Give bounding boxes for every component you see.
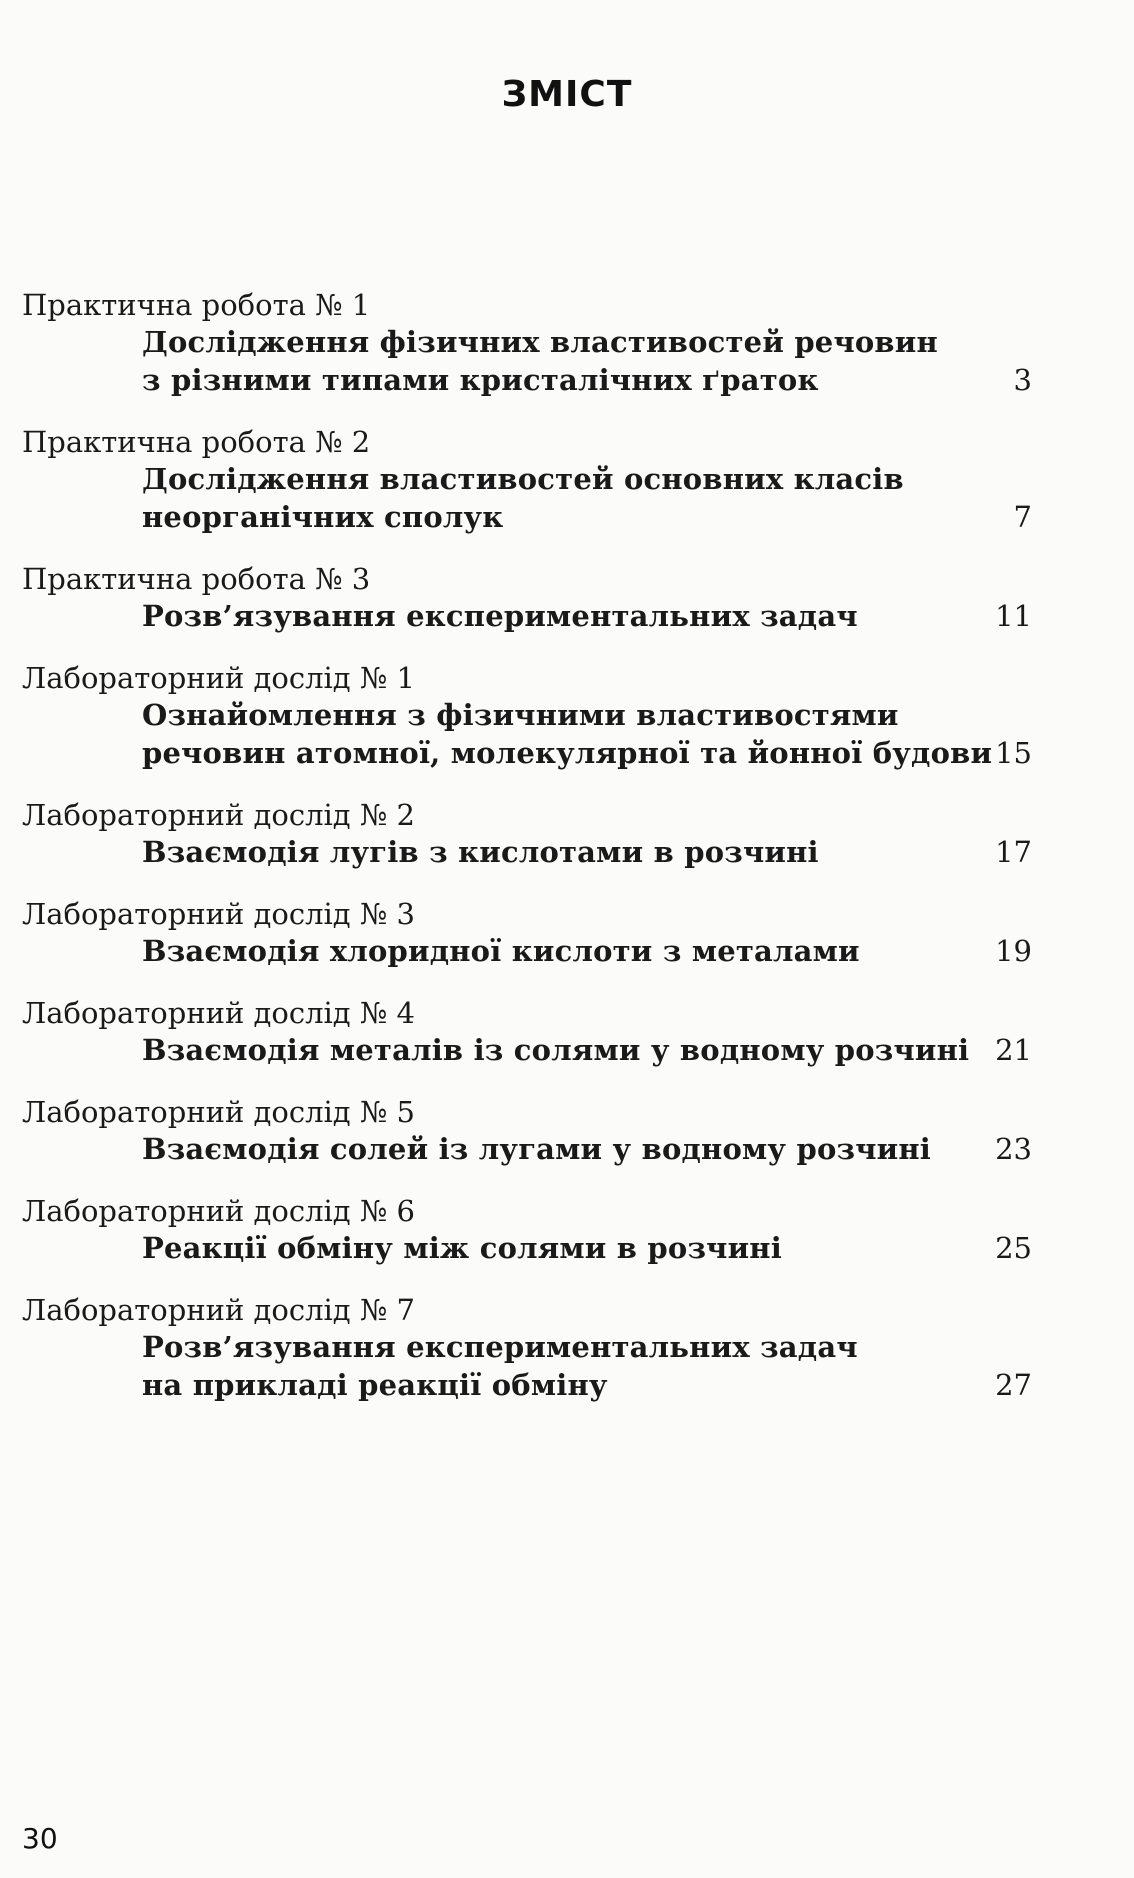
toc-entry-page-number: 17 [995,835,1032,869]
toc-entry-description: на прикладі реакції обміну [142,1368,608,1402]
toc-entry-page-number: 3 [1013,363,1032,397]
toc-entry-body [22,597,1032,635]
toc-entry-heading: Лабораторний дослід № 7 [22,1293,415,1327]
toc-entry-body [22,1031,1032,1069]
toc-entry-page-number: 19 [995,934,1032,968]
toc-entry-description: Розв’язування експериментальних задач [142,599,858,633]
toc-entry-description: Взаємодія лугів з кислотами в розчині [142,835,819,869]
toc-entry-description: Дослідження властивостей основних класів [142,462,904,496]
toc-entry-heading: Практична робота № 2 [22,425,371,459]
toc-entry-body [22,1328,1032,1404]
toc-entry-body [22,1130,1032,1168]
page-title: ЗМІСТ [501,74,633,115]
toc-entry-body [22,932,1032,970]
toc-entry-heading: Практична робота № 3 [22,562,371,596]
toc-entry-description: речовин атомної, молекулярної та йонної будови [142,736,993,770]
toc-entry [22,1193,1032,1267]
toc-entry-page-number: 23 [995,1132,1032,1166]
toc-entry-description: з різними типами кристалічних ґраток [142,363,819,397]
toc-entry [22,424,1032,536]
toc-entry [22,660,1032,772]
toc-entry-page-number: 21 [995,1033,1032,1067]
toc-entry-heading: Лабораторний дослід № 6 [22,1194,415,1228]
toc-entry-body [22,460,1032,536]
toc-entry-heading: Лабораторний дослід № 3 [22,897,415,931]
toc-entry-heading: Лабораторний дослід № 4 [22,996,415,1030]
toc-entry-heading: Практична робота № 1 [22,288,371,322]
toc-entry-page-number: 15 [995,736,1032,770]
toc-entry-page-number: 7 [1013,500,1032,534]
toc-entry-description: Дослідження фізичних властивостей речовин [142,325,938,359]
toc-entry [22,1292,1032,1404]
toc-entry-heading: Лабораторний дослід № 1 [22,661,415,695]
toc-entry-body [22,1229,1032,1267]
toc-entry-description: Взаємодія хлоридної кислоти з металами [142,934,860,968]
toc-entry-body [22,323,1032,399]
toc-entry-description: Реакції обміну між солями в розчині [142,1231,782,1265]
toc-entry [22,797,1032,871]
toc-entry [22,287,1032,399]
toc-entry-description: неорганічних сполук [142,500,504,534]
toc-entry-description: Взаємодія металів із солями у водному розчині [142,1033,970,1067]
toc-entry-page-number: 11 [995,599,1032,633]
toc-entry [22,896,1032,970]
toc-entry-body [22,833,1032,871]
table-of-contents [22,287,1032,1429]
toc-entry [22,1094,1032,1168]
toc-entry-body [22,696,1032,772]
toc-entry [22,561,1032,635]
toc-entry-page-number: 27 [995,1368,1032,1402]
toc-entry-heading: Лабораторний дослід № 5 [22,1095,415,1129]
page-number: 30 [22,1822,58,1855]
toc-entry-heading: Лабораторний дослід № 2 [22,798,415,832]
toc-entry-description: Ознайомлення з фізичними властивостями [142,698,899,732]
toc-entry-description: Взаємодія солей із лугами у водному розчині [142,1132,931,1166]
toc-entry-description: Розв’язування експериментальних задач [142,1330,858,1364]
toc-entry [22,995,1032,1069]
toc-entry-page-number: 25 [995,1231,1032,1265]
